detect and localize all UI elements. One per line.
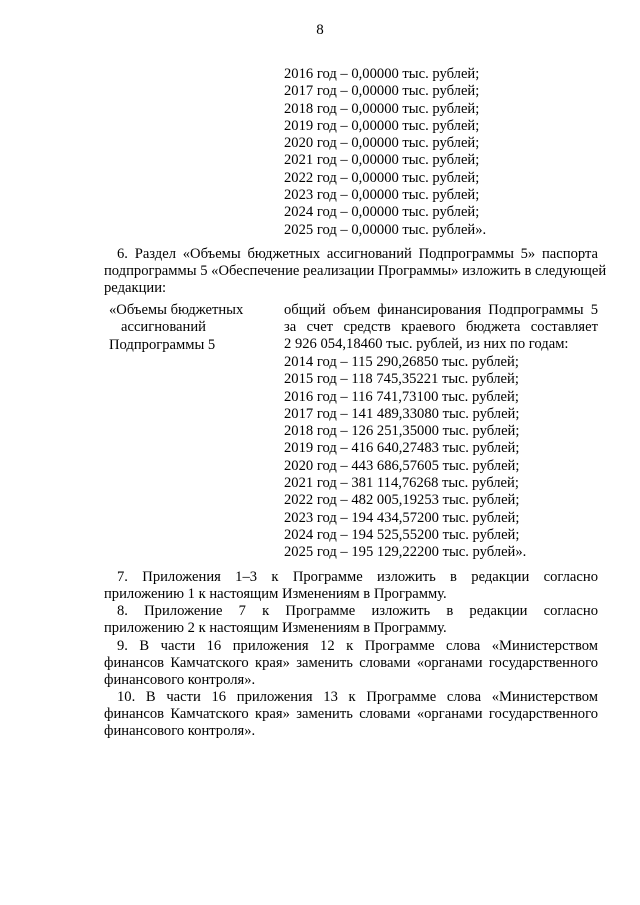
page-number: 8 <box>316 22 324 38</box>
item-6-line-3: редакции: <box>104 280 167 296</box>
passport-total-line-2: за счет средств краевого бюджета составляет <box>284 319 598 335</box>
passport-total-line-1: общий объем финансирования Подпрограммы 5 <box>284 302 598 318</box>
year-line: 2022 год – 482 005,19253 тыс. рублей; <box>284 492 520 509</box>
funding-years-list-subprogram-5 <box>284 354 526 562</box>
item-7-line-1: 7. Приложения 1–3 к Программе изложить в редакции согласно <box>117 569 598 585</box>
item-9-line-2: финансов Камчатского края» заменить словами «органами государственного <box>104 655 598 671</box>
item-10-line-3: финансового контроля». <box>104 723 256 739</box>
year-line: 2019 год – 416 640,27483 тыс. рублей; <box>284 440 520 457</box>
year-line: 2021 год – 0,00000 тыс. рублей; <box>284 152 480 169</box>
item-7-line-2: приложению 1 к настоящим Изменениям в Программу. <box>104 586 447 602</box>
year-line: 2019 год – 0,00000 тыс. рублей; <box>284 117 480 134</box>
passport-label-line: Подпрограммы 5 <box>109 336 216 353</box>
passport-section-label <box>109 302 279 354</box>
year-line: 2016 год – 116 741,73100 тыс. рублей; <box>284 388 519 405</box>
year-line: 2016 год – 0,00000 тыс. рублей; <box>284 66 480 82</box>
passport-total-line-3: 2 926 054,18460 тыс. рублей, из них по годам: <box>284 336 569 352</box>
year-line: 2021 год – 381 114,76268 тыс. рублей; <box>284 475 519 492</box>
year-line: 2024 год – 194 525,55200 тыс. рублей; <box>284 526 520 543</box>
year-line: 2020 год – 0,00000 тыс. рублей; <box>284 135 480 152</box>
item-9-line-3: финансового контроля». <box>104 672 256 688</box>
year-line: 2014 год – 115 290,26850 тыс. рублей; <box>284 354 519 370</box>
item-8-line-1: 8. Приложение 7 к Программе изложить в редакции согласно <box>117 603 598 619</box>
year-line: 2017 год – 0,00000 тыс. рублей; <box>284 83 480 100</box>
item-9-line-1: 9. В части 16 приложения 12 к Программе слова «Министерством <box>117 638 598 654</box>
year-line: 2024 год – 0,00000 тыс. рублей; <box>284 204 480 221</box>
year-line: 2015 год – 118 745,35221 тыс. рублей; <box>284 371 519 388</box>
item-8-line-2: приложению 2 к настоящим Изменениям в Программу. <box>104 620 447 636</box>
item-6-line-1: 6. Раздел «Объемы бюджетных ассигнований Подпрограммы 5» паспорта <box>117 246 598 262</box>
item-10-line-2: финансов Камчатского края» заменить словами «органами государственного <box>104 706 598 722</box>
year-line: 2023 год – 194 434,57200 тыс. рублей; <box>284 509 520 526</box>
year-line: 2018 год – 0,00000 тыс. рублей; <box>284 100 480 117</box>
passport-label-line: ассигнований <box>121 319 206 336</box>
year-line: 2017 год – 141 489,33080 тыс. рублей; <box>284 405 520 422</box>
year-line: 2023 год – 0,00000 тыс. рублей; <box>284 187 480 204</box>
passport-label-line: «Объемы бюджетных <box>109 302 244 318</box>
year-line: 2022 год – 0,00000 тыс. рублей; <box>284 169 480 186</box>
item-10-line-1: 10. В части 16 приложения 13 к Программе слова «Министерством <box>117 689 598 705</box>
year-line: 2025 год – 195 129,22200 тыс. рублей». <box>284 544 527 561</box>
year-line: 2020 год – 443 686,57605 тыс. рублей; <box>284 457 520 474</box>
year-line: 2018 год – 126 251,35000 тыс. рублей; <box>284 423 520 440</box>
year-line: 2025 год – 0,00000 тыс. рублей». <box>284 221 487 238</box>
funding-years-list-top <box>284 66 486 239</box>
item-6-line-2: подпрограммы 5 «Обеспечение реализации Программы» изложить в следующей <box>104 263 607 279</box>
